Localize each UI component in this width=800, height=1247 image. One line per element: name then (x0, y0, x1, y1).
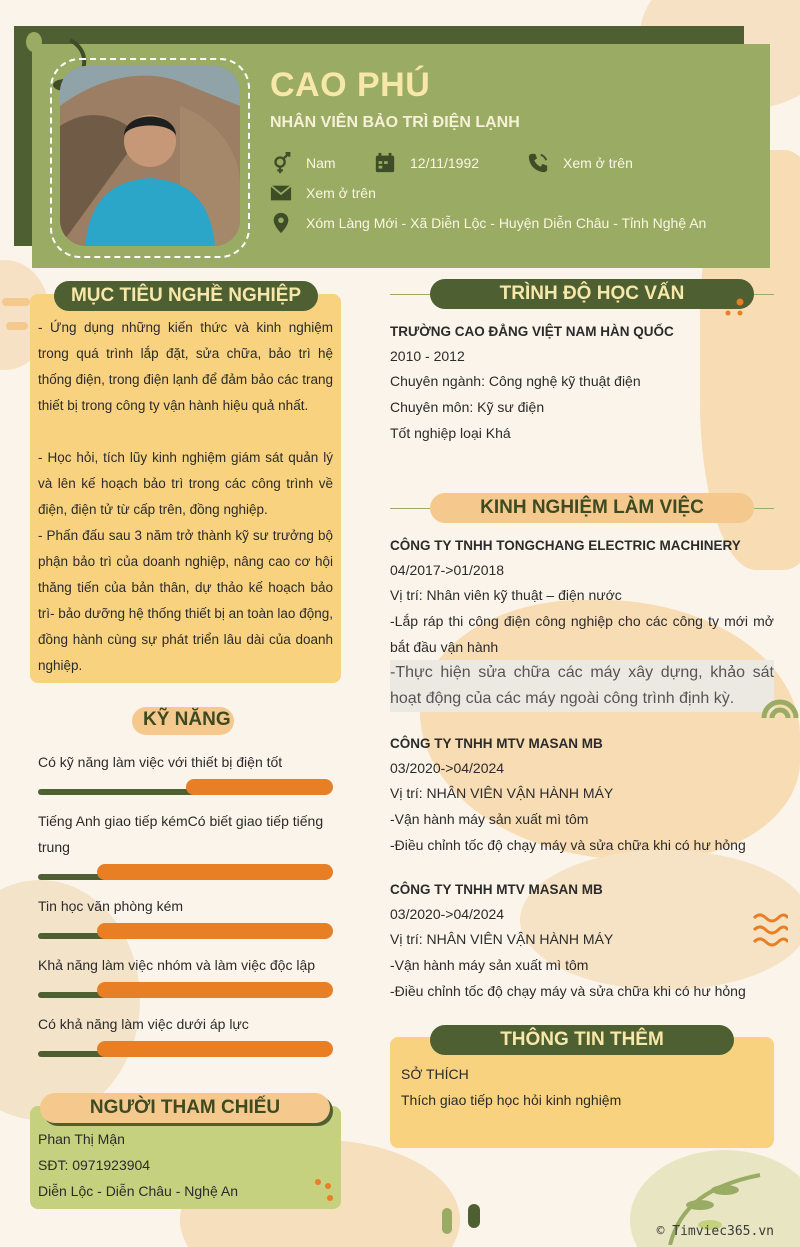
email-value: Xem ở trên (306, 185, 376, 201)
phone-icon (527, 152, 549, 174)
skill-bar (38, 864, 333, 882)
objective-paragraph: - Học hỏi, tích lũy kinh nghiệm giám sát quản lý và lên kế hoạch bảo trì trong các công trình về điện, điện tử từ cấp trên, đồng nghiệp. (38, 450, 333, 517)
education-period: 2010 - 2012 (390, 348, 465, 364)
references-title: NGƯỜI THAM CHIẾU (40, 1093, 330, 1123)
footer-credit: © Timviec365.vn (656, 1224, 774, 1239)
job-task: -Điều chỉnh tốc độ chạy máy và sửa chữa khi có hư hỏng (390, 837, 746, 853)
skill-bar (38, 982, 333, 1000)
extra-title: THÔNG TIN THÊM (430, 1025, 734, 1055)
birthday-value: 12/11/1992 (410, 155, 480, 171)
objective-title: MỤC TIÊU NGHỀ NGHIỆP (54, 281, 318, 311)
job-period: 04/2017->01/2018 (390, 562, 505, 578)
address-row (270, 212, 706, 234)
skill-label: Có kỹ năng làm việc với thiết bị điện tốt (38, 754, 283, 770)
job-position: Vị trí: NHÂN VIÊN VẬN HÀNH MÁY (390, 931, 614, 947)
objective-paragraph: - Phấn đấu sau 3 năm trở thành kỹ sư trưởng bộ phận bảo trì của doanh nghiệp, nâng cao cơ hội thăng tiến của bản thân, dự thảo kế hoạch bảo trì- bảo dưỡng hệ thống thiết bị an toàn lao động, đồng hành cùng sự phát triển lâu dài của doanh nghiệp. (38, 528, 333, 673)
gender-icon (270, 152, 292, 174)
job-task: -Vận hành máy sản xuất mì tôm (390, 957, 589, 973)
birthday-row (374, 152, 479, 174)
skill-label: Tin học văn phòng kém (38, 898, 184, 914)
wave-icon (752, 912, 788, 952)
job-company: CÔNG TY TNHH TONGCHANG ELECTRIC MACHINERY (390, 538, 741, 553)
job-task: -Lắp ráp thi công điện công nghiệp cho các công ty mới mở bắt đầu vận hành (390, 613, 774, 655)
bar-shapes-icon (440, 1200, 490, 1240)
email-row (270, 182, 376, 204)
job-period: 03/2020->04/2024 (390, 760, 505, 776)
address-value: Xóm Làng Mới - Xã Diễn Lộc - Huyện Diễn Châu - Tỉnh Nghệ An (306, 215, 707, 231)
dots-icon (312, 1176, 338, 1206)
education-major: Chuyên ngành: Công nghệ kỹ thuật điện (390, 373, 641, 389)
job-task: -Điều chỉnh tốc độ chạy máy và sửa chữa khi có hư hỏng (390, 983, 746, 999)
arch-icon (760, 680, 800, 718)
reference-address: Diễn Lộc - Diễn Châu - Nghệ An (38, 1183, 238, 1199)
avatar (60, 66, 240, 246)
gender-value: Nam (306, 155, 336, 171)
job-period: 03/2020->04/2024 (390, 906, 505, 922)
skill-label: Tiếng Anh giao tiếp kémCó biết giao tiếp tiếng trung (38, 813, 324, 855)
skill-label: Khả năng làm việc nhóm và làm việc độc lập (38, 957, 316, 973)
reference-name: Phan Thị Mận (38, 1131, 125, 1147)
gender-row (270, 152, 336, 174)
dots-icon (720, 296, 750, 320)
phone-value: Xem ở trên (563, 155, 633, 171)
skill-bar (38, 779, 333, 797)
job-company: CÔNG TY TNHH MTV MASAN MB (390, 882, 603, 897)
objective-paragraph: - Ứng dụng những kiến thức và kinh nghiệm trong quá trình lắp đặt, sửa chữa, bảo trì hệ thống điện, trong điện lạnh để đảm bảo các trang thiết bị trong công ty vận hành hiệu quả nhất. (38, 320, 333, 413)
mail-icon (270, 182, 292, 204)
education-title: TRÌNH ĐỘ HỌC VẤN (430, 279, 754, 309)
calendar-icon (374, 152, 396, 174)
job-position: Vị trí: NHÂN VIÊN VẬN HÀNH MÁY (390, 785, 614, 801)
hobby-heading: SỞ THÍCH (401, 1066, 469, 1082)
job-task: -Thực hiện sửa chữa các máy xây dựng, khảo sát hoạt động của các máy ngoài công trình định kỳ. (390, 660, 774, 712)
skills-title: KỸ NĂNG (143, 709, 231, 730)
job-task: -Vận hành máy sản xuất mì tôm (390, 811, 589, 827)
experience-title: KINH NGHIỆM LÀM VIỆC (430, 493, 754, 523)
candidate-name: CAO PHÚ (270, 66, 431, 104)
job-company: CÔNG TY TNHH MTV MASAN MB (390, 736, 603, 751)
job-position: Vị trí: Nhân viên kỹ thuật – điện nước (390, 587, 622, 603)
education-graduation: Tốt nghiệp loại Khá (390, 425, 511, 441)
school-name: TRƯỜNG CAO ĐẲNG VIỆT NAM HÀN QUỐC (390, 324, 674, 339)
education-specialty: Chuyên môn: Kỹ sư điện (390, 399, 545, 415)
location-icon (270, 212, 292, 234)
skill-bar (38, 923, 333, 941)
dash-icon (2, 296, 30, 338)
reference-phone: SĐT: 0971923904 (38, 1157, 151, 1173)
skill-label: Có khả năng làm việc dưới áp lực (38, 1016, 249, 1032)
job-title: NHÂN VIÊN BẢO TRÌ ĐIỆN LẠNH (270, 114, 520, 131)
phone-row (527, 152, 633, 174)
skill-bar (38, 1041, 333, 1059)
hobby-text: Thích giao tiếp học hỏi kinh nghiệm (401, 1092, 622, 1108)
